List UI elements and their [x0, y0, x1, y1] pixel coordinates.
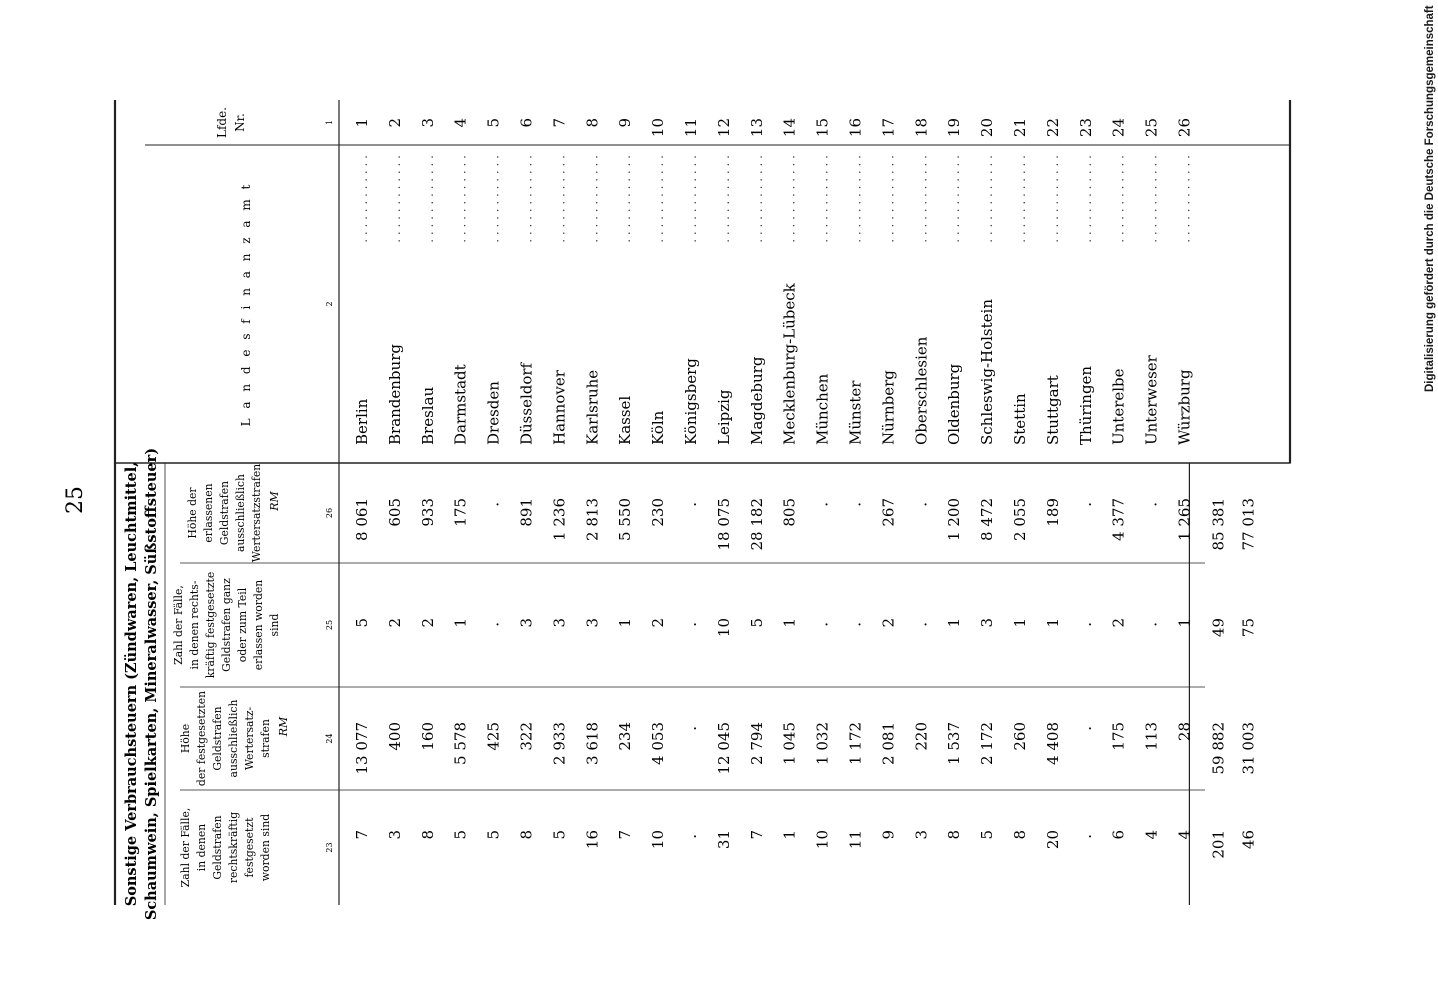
- office-name-row-7: Hannover: [550, 370, 569, 445]
- cell-c26-row-20: 8 472: [978, 498, 997, 541]
- row-number-13: 13: [747, 118, 766, 138]
- cell-c24-row-4: 5 578: [451, 722, 470, 765]
- cell-c26-row-1: 8 061: [353, 498, 371, 541]
- row-number-7: 7: [550, 118, 569, 128]
- cell-c26-row-10: 230: [649, 498, 668, 527]
- total-c23-line-1: 201: [1209, 830, 1228, 859]
- cell-c23-row-15: 10: [813, 830, 832, 850]
- cell-c23-row-18: 3: [912, 830, 931, 840]
- cell-c23-row-12: 31: [714, 830, 733, 850]
- cell-c24-row-18: 220: [912, 722, 931, 751]
- heading-c25-line-6: erlassen worden: [252, 579, 265, 671]
- cell-c23-row-8: 16: [583, 830, 602, 850]
- cell-c24-row-6: 322: [517, 722, 536, 751]
- row-number-6: 6: [517, 118, 536, 128]
- cell-c25-row-16: .: [846, 622, 865, 627]
- cell-c26-row-21: 2 055: [1011, 498, 1029, 541]
- leader-dots-row-13: . . . . . . . . . . . .: [750, 155, 765, 243]
- cell-c23-row-16: 11: [846, 830, 865, 850]
- cell-c25-row-10: 2: [649, 618, 668, 628]
- office-name-row-13: Magdeburg: [747, 356, 766, 445]
- heading-c23-line-1: Zahl der Fälle,: [179, 807, 192, 888]
- cell-c26-row-2: 605: [385, 498, 404, 527]
- leader-dots-row-9: . . . . . . . . . . . .: [619, 155, 634, 243]
- row-number-23: 23: [1076, 118, 1095, 138]
- cell-c23-row-10: 10: [649, 830, 668, 850]
- heading-c24-unit: RM: [277, 716, 290, 737]
- office-name-row-5: Dresden: [484, 381, 503, 445]
- leader-dots-row-4: . . . . . . . . . . . .: [454, 155, 469, 243]
- leader-dots-row-6: . . . . . . . . . . . .: [520, 155, 535, 243]
- column-number-26: 26: [325, 507, 334, 519]
- row-number-9: 9: [616, 118, 635, 128]
- cell-c23-row-1: 7: [353, 830, 371, 840]
- number-heading-line-2: Nr.: [233, 113, 247, 132]
- leader-dots-row-3: . . . . . . . . . . . .: [421, 155, 436, 243]
- cell-c24-row-26: 28: [1175, 722, 1194, 742]
- office-name-row-3: Breslau: [418, 386, 437, 445]
- cell-c24-row-22: 4 408: [1043, 722, 1062, 765]
- office-name-row-2: Brandenburg: [385, 344, 404, 445]
- heading-c24-line-1: Höhe: [179, 723, 192, 754]
- leader-dots-row-20: . . . . . . . . . . . .: [981, 155, 996, 243]
- total-c26-line-2: 77 013: [1239, 498, 1258, 551]
- cell-c25-row-23: .: [1076, 622, 1095, 627]
- cell-c24-row-3: 160: [418, 722, 437, 751]
- office-name-row-26: Würzburg: [1175, 369, 1194, 445]
- cell-c25-row-25: .: [1142, 622, 1161, 627]
- office-name-row-25: Unterweser: [1142, 355, 1161, 445]
- cell-c23-row-22: 20: [1043, 830, 1062, 850]
- office-name-row-1: Berlin: [353, 398, 371, 445]
- row-number-3: 3: [418, 118, 437, 128]
- leader-dots-row-10: . . . . . . . . . . . .: [652, 155, 667, 243]
- cell-c23-row-11: .: [682, 834, 700, 839]
- cell-c24-row-9: 234: [616, 722, 635, 751]
- heading-c24-line-2: der festgesetzten: [195, 690, 208, 787]
- heading-c23-line-2: in denen: [195, 823, 208, 872]
- cell-c23-row-23: .: [1076, 834, 1095, 839]
- cell-c24-row-24: 175: [1109, 722, 1128, 751]
- row-number-5: 5: [484, 118, 503, 128]
- cell-c24-row-2: 400: [385, 722, 404, 751]
- row-number-25: 25: [1142, 118, 1161, 138]
- cell-c26-row-24: 4 377: [1109, 498, 1128, 541]
- cell-c24-row-1: 13 077: [353, 722, 371, 775]
- heading-c23-line-5: festgesetzt: [243, 817, 256, 878]
- cell-c26-row-26: 1 265: [1175, 498, 1194, 541]
- cell-c26-row-11: .: [682, 502, 700, 507]
- cell-c25-row-6: 3: [517, 618, 536, 628]
- cell-c25-row-17: 2: [879, 618, 898, 628]
- cell-c24-row-17: 2 081: [879, 722, 898, 765]
- cell-c26-row-4: 175: [451, 498, 470, 527]
- heading-c25-line-3: kräftig festgesetzte: [204, 571, 217, 679]
- leader-dots-row-5: . . . . . . . . . . . .: [487, 155, 502, 243]
- office-name-row-15: München: [813, 373, 832, 445]
- office-name-row-12: Leipzig: [714, 389, 733, 445]
- office-heading: L a n d e s f i n a n z a m t: [239, 181, 253, 427]
- office-name-row-4: Darmstadt: [451, 364, 470, 445]
- column-number-25: 25: [325, 619, 334, 631]
- digitization-note-text: Digitalisierung gefördert durch die Deutsche Forschungsgemeinschaft: [1424, 5, 1436, 392]
- column-number-24: 24: [325, 733, 334, 744]
- cell-c26-row-13: 28 182: [747, 498, 766, 551]
- cell-c24-row-8: 3 618: [583, 722, 602, 765]
- cell-c25-row-5: .: [484, 622, 503, 627]
- leader-dots-row-1: . . . . . . . . . . . .: [356, 155, 370, 243]
- row-number-20: 20: [978, 118, 997, 138]
- row-number-14: 14: [780, 118, 799, 138]
- cell-c24-row-14: 1 045: [780, 722, 799, 765]
- heading-c24-line-3: Geldstrafen: [211, 706, 224, 771]
- leader-dots-row-16: . . . . . . . . . . . .: [849, 155, 864, 243]
- cell-c23-row-13: 7: [747, 830, 766, 840]
- cell-c24-row-19: 1 537: [945, 722, 964, 765]
- heading-c26-line-5: Wertersatzstrafen: [250, 463, 263, 563]
- heading-c26-line-2: erlassenen: [202, 483, 215, 543]
- cell-c23-row-24: 6: [1109, 830, 1128, 840]
- cell-c25-row-19: 1: [945, 618, 964, 628]
- cell-c24-row-20: 2 172: [978, 722, 997, 765]
- office-name-row-9: Kassel: [616, 395, 635, 445]
- office-name-row-17: Nürnberg: [879, 370, 898, 445]
- heading-c25-line-1: Zahl der Fälle,: [172, 585, 185, 665]
- page-number: 25: [63, 486, 88, 514]
- heading-c24-line-6: strafen: [259, 719, 272, 758]
- leader-dots-row-25: . . . . . . . . . . . .: [1145, 155, 1160, 243]
- row-number-1: 1: [353, 118, 371, 128]
- cell-c26-row-14: 805: [780, 498, 799, 527]
- row-number-19: 19: [945, 118, 964, 138]
- cell-c23-row-6: 8: [517, 830, 536, 840]
- leader-dots-row-23: . . . . . . . . . . . .: [1079, 155, 1094, 243]
- cell-c25-row-8: 3: [583, 618, 602, 628]
- office-name-row-11: Königsberg: [682, 358, 700, 445]
- row-number-2: 2: [385, 118, 404, 128]
- heading-c23-line-4: rechtskräftig: [227, 811, 240, 884]
- leader-dots-row-8: . . . . . . . . . . . .: [586, 155, 601, 243]
- column-number-1: 1: [325, 119, 334, 126]
- cell-c26-row-15: .: [813, 502, 832, 507]
- cell-c25-row-4: 1: [451, 618, 470, 628]
- heading-c24-line-5: Wertersatz-: [243, 706, 256, 771]
- cell-c25-row-24: 2: [1109, 618, 1128, 628]
- cell-c25-row-12: 10: [714, 618, 733, 638]
- office-name-row-8: Karlsruhe: [583, 369, 602, 445]
- cell-c26-row-3: 933: [418, 498, 437, 527]
- cell-c26-row-7: 1 236: [550, 498, 569, 541]
- leader-dots-row-11: . . . . . . . . . . . .: [685, 155, 699, 243]
- cell-c26-row-12: 18 075: [714, 498, 733, 551]
- cell-c25-row-2: 2: [385, 618, 404, 628]
- cell-c26-row-17: 267: [879, 498, 898, 527]
- cell-c25-row-15: .: [813, 622, 832, 627]
- row-number-18: 18: [912, 118, 931, 138]
- cell-c25-row-20: 3: [978, 618, 997, 628]
- leader-dots-row-24: . . . . . . . . . . . .: [1112, 155, 1127, 243]
- total-c25-line-2: 75: [1239, 618, 1258, 638]
- cell-c24-row-21: 260: [1011, 722, 1029, 751]
- leader-dots-row-14: . . . . . . . . . . . .: [783, 155, 798, 243]
- cell-c23-row-25: 4: [1142, 830, 1161, 840]
- cell-c24-row-23: .: [1076, 726, 1095, 731]
- cell-c24-row-5: 425: [484, 722, 503, 751]
- cell-c23-row-21: 8: [1011, 830, 1029, 840]
- heading-c26-line-1: Höhe der: [186, 487, 199, 539]
- cell-c25-row-3: 2: [418, 618, 437, 628]
- leader-dots-row-17: . . . . . . . . . . . .: [882, 155, 897, 243]
- heading-c23-line-6: worden sind: [259, 813, 272, 882]
- cell-c26-row-19: 1 200: [945, 498, 964, 541]
- office-name-row-20: Schleswig-Holstein: [978, 299, 997, 445]
- column-number-2: 2: [325, 301, 334, 307]
- cell-c24-row-25: 113: [1142, 722, 1161, 751]
- cell-c24-row-7: 2 933: [550, 722, 569, 765]
- leader-dots-row-2: . . . . . . . . . . . .: [388, 155, 403, 243]
- heading-c26-unit: RM: [268, 491, 281, 511]
- office-name-row-14: Mecklenburg-Lübeck: [780, 283, 799, 445]
- cell-c26-row-5: .: [484, 502, 503, 507]
- office-name-row-19: Oldenburg: [945, 363, 964, 445]
- office-name-row-10: Köln: [649, 410, 668, 445]
- office-name-row-21: Stettin: [1011, 393, 1029, 445]
- leader-dots-row-19: . . . . . . . . . . . .: [948, 155, 963, 243]
- row-number-15: 15: [813, 118, 832, 138]
- cell-c23-row-7: 5: [550, 830, 569, 840]
- cell-c25-row-1: 5: [353, 618, 371, 628]
- cell-c23-row-17: 9: [879, 830, 898, 840]
- group-title-line-2: Schaumwein, Spielkarten, Mineralwasser, Süßstoffsteuer): [143, 447, 160, 921]
- office-name-row-16: Münster: [846, 380, 865, 445]
- heading-c25-line-7: sind: [268, 613, 281, 637]
- column-number-23: 23: [325, 842, 334, 853]
- cell-c24-row-12: 12 045: [714, 722, 733, 775]
- leader-dots-row-21: . . . . . . . . . . . .: [1014, 155, 1028, 243]
- cell-c26-row-8: 2 813: [583, 498, 602, 541]
- heading-c25-line-4: Geldstrafen ganz: [220, 578, 233, 672]
- cell-c23-row-19: 8: [945, 830, 964, 840]
- cell-c25-row-22: 1: [1043, 618, 1062, 628]
- cell-c24-row-16: 1 172: [846, 722, 865, 765]
- cell-c25-row-7: 3: [550, 618, 569, 628]
- row-number-12: 12: [714, 118, 733, 138]
- row-number-26: 26: [1175, 118, 1194, 138]
- cell-c26-row-23: .: [1076, 502, 1095, 507]
- cell-c24-row-11: .: [682, 726, 700, 731]
- cell-c25-row-26: 1: [1175, 618, 1194, 628]
- heading-c25-line-5: oder zum Teil: [236, 587, 249, 663]
- total-c23-line-2: 46: [1239, 830, 1258, 850]
- cell-c24-row-15: 1 032: [813, 722, 832, 765]
- total-c26-line-1: 85 381: [1209, 498, 1228, 551]
- cell-c23-row-2: 3: [385, 830, 404, 840]
- cell-c23-row-14: 1: [780, 830, 799, 840]
- cell-c24-row-13: 2 794: [747, 722, 766, 765]
- row-number-22: 22: [1043, 118, 1062, 138]
- row-number-16: 16: [846, 118, 865, 138]
- leader-dots-row-18: . . . . . . . . . . . .: [915, 155, 930, 243]
- cell-c26-row-6: 891: [517, 498, 536, 527]
- leader-dots-row-7: . . . . . . . . . . . .: [553, 155, 568, 243]
- cell-c23-row-26: 4: [1175, 830, 1194, 840]
- cell-c25-row-14: 1: [780, 618, 799, 628]
- cell-c26-row-18: .: [912, 502, 931, 507]
- heading-c25-line-2: in denen rechts-: [188, 580, 201, 670]
- cell-c23-row-4: 5: [451, 830, 470, 840]
- leader-dots-row-15: . . . . . . . . . . . .: [816, 155, 831, 243]
- group-title-line-1: Sonstige Verbrauchsteuern (Zündwaren, Leuchtmittel,: [123, 461, 140, 907]
- leader-dots-row-12: . . . . . . . . . . . .: [717, 155, 732, 243]
- row-number-8: 8: [583, 118, 602, 128]
- leader-dots-row-26: . . . . . . . . . . . .: [1178, 155, 1193, 243]
- total-c24-line-2: 31 003: [1239, 722, 1258, 775]
- heading-c26-line-4: ausschließlich: [234, 474, 247, 552]
- office-name-row-22: Stuttgart: [1043, 375, 1062, 445]
- office-name-row-23: Thüringen: [1076, 365, 1095, 445]
- cell-c25-row-9: 1: [616, 618, 635, 628]
- cell-c25-row-11: .: [682, 622, 700, 627]
- cell-c23-row-20: 5: [978, 830, 997, 840]
- cell-c23-row-9: 7: [616, 830, 635, 840]
- heading-c26-line-3: Geldstrafen: [218, 480, 231, 546]
- cell-c26-row-9: 5 550: [616, 498, 635, 541]
- row-number-24: 24: [1109, 118, 1128, 138]
- leader-dots-row-22: . . . . . . . . . . . .: [1046, 155, 1061, 243]
- row-number-4: 4: [451, 118, 470, 128]
- cell-c25-row-21: 1: [1011, 618, 1029, 628]
- row-number-21: 21: [1011, 118, 1029, 138]
- heading-c23-line-3: Geldstrafen: [211, 815, 224, 880]
- row-number-17: 17: [879, 118, 898, 138]
- office-name-row-24: Unterelbe: [1109, 368, 1128, 445]
- cell-c23-row-5: 5: [484, 830, 503, 840]
- heading-c24-line-4: ausschließlich: [227, 699, 240, 778]
- total-c25-line-1: 49: [1209, 618, 1228, 638]
- total-c24-line-1: 59 882: [1209, 722, 1228, 775]
- office-name-row-18: Oberschlesien: [912, 336, 931, 445]
- cell-c24-row-10: 4 053: [649, 722, 668, 765]
- cell-c25-row-18: .: [912, 622, 931, 627]
- office-name-row-6: Düsseldorf: [517, 362, 536, 445]
- cell-c26-row-16: .: [846, 502, 865, 507]
- number-heading-line-1: Lfde.: [215, 106, 229, 139]
- cell-c25-row-13: 5: [747, 618, 766, 628]
- cell-c26-row-22: 189: [1043, 498, 1062, 527]
- cell-c26-row-25: .: [1142, 502, 1161, 507]
- row-number-10: 10: [649, 118, 668, 138]
- cell-c23-row-3: 8: [418, 830, 437, 840]
- row-number-11: 11: [682, 118, 700, 138]
